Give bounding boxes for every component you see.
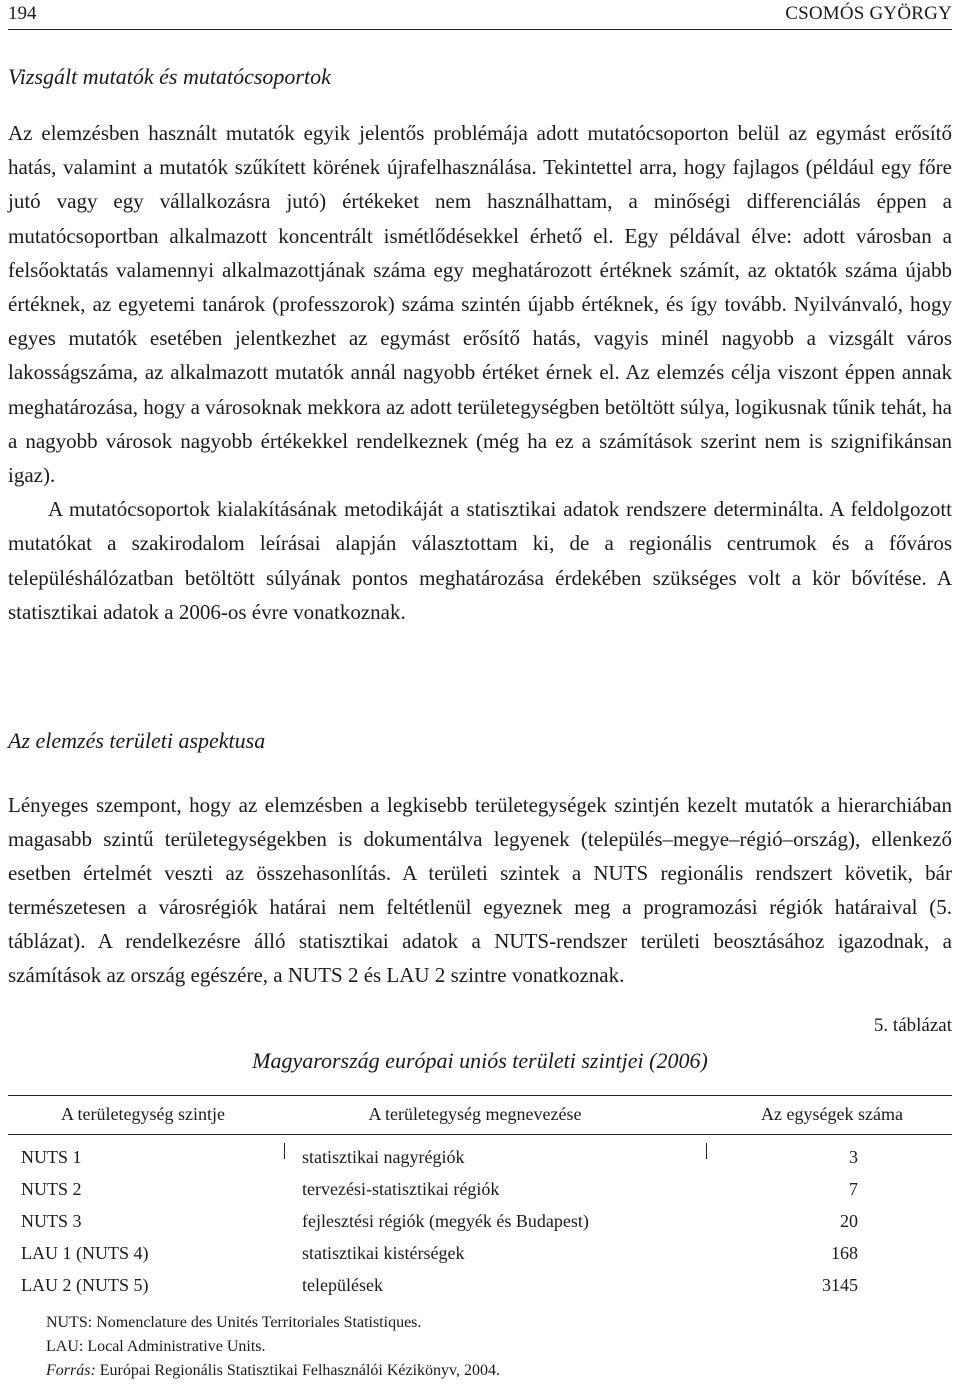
page-number: 194: [8, 3, 37, 24]
cell-level: LAU 2 (NUTS 5): [21, 1275, 149, 1295]
body-text-territorial: [8, 788, 952, 992]
cell-name: tervezési-statisztikai régiók: [302, 1179, 500, 1199]
paragraph: A mutatócsoportok kialakításának metodikáját a statisztikai adatok rendszere determinálta. A feldolgozott mutatókat a szakirodalom leírásai alapján választottam ki, de a regionális centrumok és a főváros településhálózatban betöltött súlyának pontos meghatározása érdekében szükséges volt a kör bővítése. A statisztikai adatok a 2006-os évre vonatkoznak.: [8, 497, 952, 624]
table-row: [8, 1207, 952, 1239]
cell-name: statisztikai nagyrégiók: [302, 1147, 465, 1167]
table-notes: [46, 1311, 500, 1383]
territorial-levels-table: [8, 1095, 952, 1303]
note-lau: LAU: Local Administrative Units.: [46, 1338, 266, 1355]
source-label: Forrás:: [46, 1362, 96, 1379]
table-body: [8, 1143, 952, 1303]
running-author: CSOMÓS GYÖRGY: [785, 3, 952, 24]
table-number: 5. táblázat: [873, 1015, 952, 1036]
page-header: [8, 0, 952, 30]
cell-count: 7: [849, 1179, 858, 1199]
note-nuts: NUTS: Nomenclature des Unités Territoriales Statistiques.: [46, 1314, 422, 1331]
cell-name: statisztikai kistérségek: [302, 1243, 465, 1263]
table-row: [8, 1175, 952, 1207]
paragraph: Lényeges szempont, hogy az elemzésben a legkisebb területegységek szintjén kezelt mutatók a hierarchiában magasabb szintű területegységekben is dokumentálva legyenek (település–megye–régió–ország), ellenkező esetben értelmét veszti az összehasonlítás. A területi szintek a NUTS regionális rendszert követik, bár természetesen a városrégiók határai nem feltétlenül egyeznek meg a programozási régiók határaival (5. táblázat). A rendelkezésre álló statisztikai adatok a NUTS-rendszer területi beosztásához igazodnak, a számítások az ország egészére, a NUTS 2 és LAU 2 szintre vonatkoznak.: [8, 793, 952, 987]
table-row: [8, 1271, 952, 1303]
cell-count: 3: [849, 1147, 858, 1167]
column-header-level: A területegység szintje: [61, 1104, 225, 1124]
cell-count: 3145: [822, 1275, 858, 1295]
section-heading-territorial: Az elemzés területi aspektusa: [8, 728, 266, 753]
column-header-name: A területegység megnevezése: [368, 1104, 582, 1124]
cell-name: fejlesztési régiók (megyék és Budapest): [302, 1211, 589, 1231]
table-header-row: [8, 1095, 952, 1135]
column-header-count: Az egységek száma: [761, 1104, 903, 1124]
cell-level: NUTS 3: [21, 1211, 82, 1231]
cell-level: NUTS 2: [21, 1179, 82, 1199]
cell-name: települések: [302, 1275, 383, 1295]
body-text-indicators: [8, 116, 952, 629]
note-source: [46, 1359, 500, 1383]
cell-level: NUTS 1: [21, 1147, 82, 1167]
section-heading-indicators: Vizsgált mutatók és mutatócsoportok: [8, 64, 331, 89]
paragraph: Az elemzésben használt mutatók egyik jelentős problémája adott mutatócsoporton belül az egymást erősítő hatás, valamint a mutatók szűkített körének újrafelhasználása. Tekintettel arra, hogy fajlagos (például egy főre jutó vagy egy vállalkozásra jutó) értékeket nem használhattam, a minőségi differenciálás éppen a mutatócsoportban alkalmazott koncentrált ismétlődésekkel érhető el. Egy példával élve: adott városban a felsőoktatás valamennyi alkalmazottjának száma egy meghatározott értéknek számít, az oktatók száma újabb értéknek, az egyetemi tanárok (professzorok) száma szintén újabb értéknek, és így tovább. Nyilvánvaló, hogy egyes mutatók esetében jelentkezhet az egymást erősítő hatás, vagyis minél nagyobb a vizsgált város lakosságszáma, az alkalmazott mutatók annál nagyobb értéket érnek el. Az elemzés célja viszont éppen annak meghatározása, hogy a városoknak mekkora az adott területegységben betöltött súlya, logikusnak tűnik tehát, ha a nagyobb városok nagyobb értékekkel rendelkeznek (még ha ez a számítások szerint nem is szignifikánsan igaz).: [8, 121, 952, 488]
table-title: Magyarország európai uniós területi szintjei (2006): [252, 1048, 708, 1073]
source-text: Európai Regionális Statisztikai Felhasználói Kézikönyv, 2004.: [95, 1362, 500, 1379]
cell-count: 20: [840, 1211, 858, 1231]
cell-count: 168: [831, 1243, 858, 1263]
cell-level: LAU 1 (NUTS 4): [21, 1243, 149, 1263]
table-row: [8, 1239, 952, 1271]
table-row: [8, 1143, 952, 1175]
